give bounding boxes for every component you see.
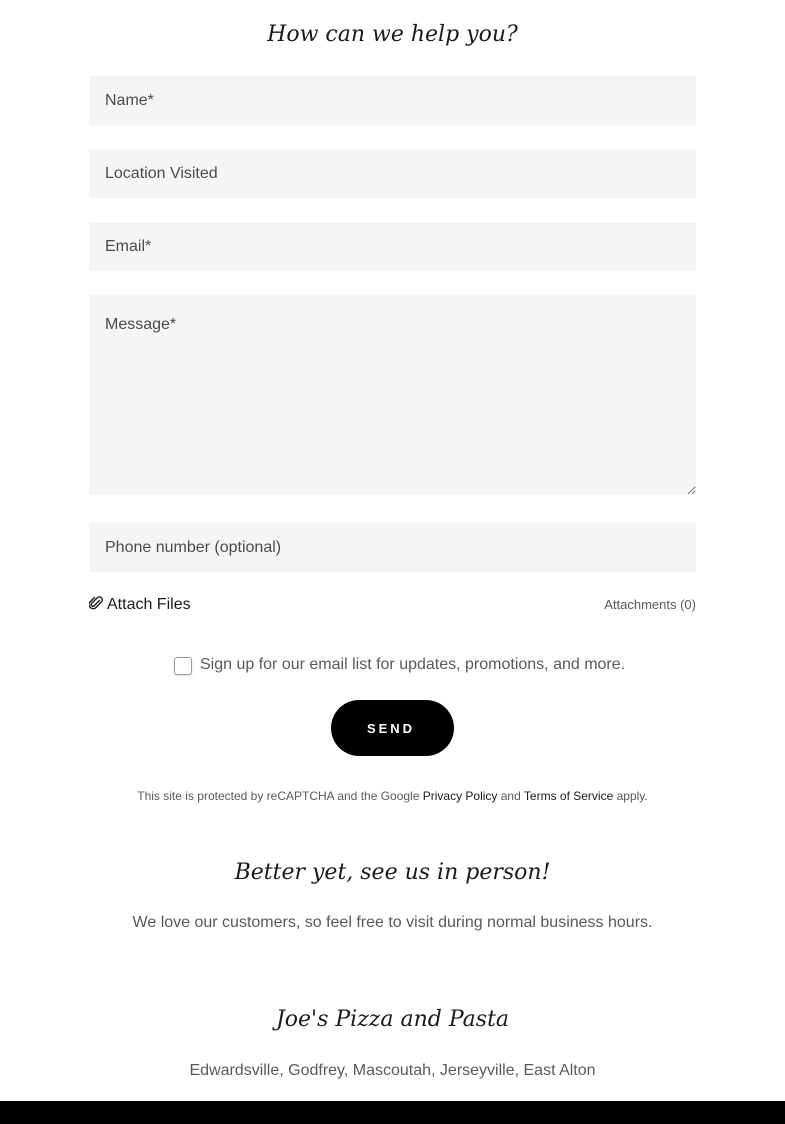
message-textarea[interactable] [89, 295, 696, 495]
privacy-policy-link[interactable]: Privacy Policy [422, 789, 498, 803]
name-input[interactable] [89, 76, 696, 125]
location-visited-input[interactable] [89, 149, 696, 198]
contact-heading: How can we help you? [267, 22, 518, 47]
recaptcha-suffix: apply. [613, 789, 648, 803]
business-name: Joe's Pizza and Pasta [275, 1007, 510, 1032]
visit-text: We love our customers, so feel free to visit during normal business hours. [132, 914, 653, 931]
recaptcha-notice [0, 789, 785, 803]
attach-files-label: Attach Files [107, 596, 191, 613]
visit-heading: Better yet, see us in person! [234, 860, 551, 885]
attachments-count: Attachments (0) [604, 597, 696, 612]
attach-files-button[interactable] [89, 594, 191, 616]
business-locations: Edwardsville, Godfrey, Mascoutah, Jerseyville, East Alton [189, 1062, 596, 1079]
terms-of-service-link[interactable]: Terms of Service [523, 789, 614, 803]
recaptcha-and: and [497, 789, 524, 803]
send-button[interactable]: SEND [331, 700, 454, 756]
recaptcha-prefix: This site is protected by reCAPTCHA and the Google [137, 789, 423, 803]
phone-input[interactable] [89, 523, 696, 572]
email-signup [174, 654, 625, 675]
email-signup-checkbox[interactable] [174, 657, 192, 675]
paperclip-icon [89, 595, 103, 616]
email-signup-label: Sign up for our email list for updates, promotions, and more. [200, 655, 626, 673]
footer-bar [0, 1101, 785, 1124]
email-input[interactable] [89, 222, 696, 271]
